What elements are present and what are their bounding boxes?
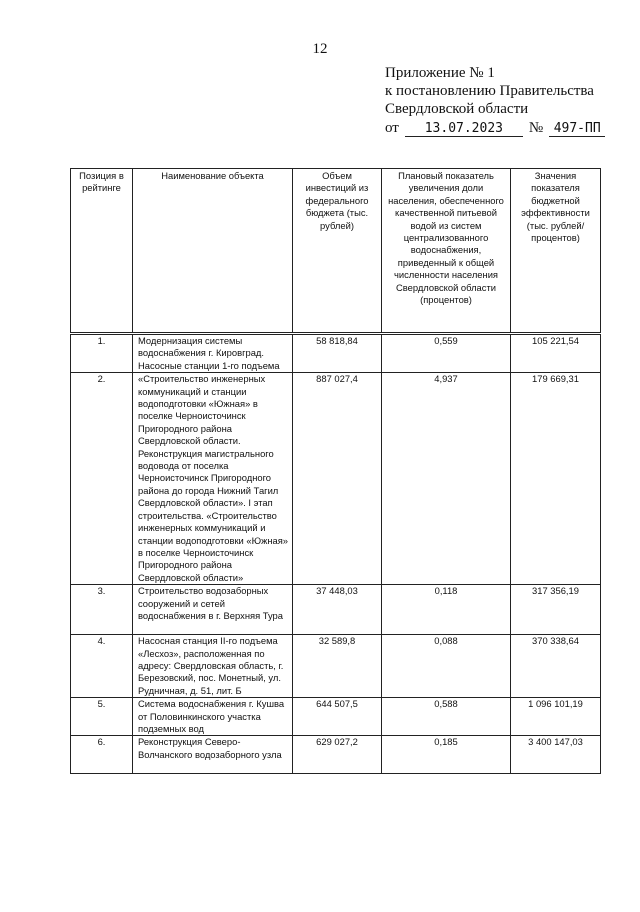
header-budget-efficiency: Значения показателя бюджетной эффективности (тыс. рублей/ процентов) (511, 169, 601, 334)
row-object-name: Система водоснабжения г. Кушва от Половинкинского участка подземных вод (133, 698, 293, 736)
page-number: 12 (312, 41, 328, 57)
row-object-name: «Строительство инженерных коммуникаций и станции водоподготовки «Южная» в поселке Черноисточинск Пригородного района Свердловской области. Реконструкция магистрального водовода от поселка Черноисточинск Пригородного района до города Нижний Тагил Свердловской области». I этап строительства. «Строительство инженерных коммуникаций и станции водоподготовки «Южная» в поселке Черноисточинск Пригородного района Свердловской области» (133, 373, 293, 585)
row-investment: 887 027,4 (293, 373, 382, 585)
row-planned-share: 0,118 (382, 585, 511, 635)
table-row (71, 698, 601, 736)
row-efficiency: 317 356,19 (511, 585, 601, 635)
row-efficiency: 3 400 147,03 (511, 736, 601, 774)
row-efficiency: 1 096 101,19 (511, 698, 601, 736)
appendix-line-2: к постановлению Правительства (385, 83, 594, 99)
number-label: № (528, 120, 544, 136)
row-object-name: Насосная станция II-го подъема «Лесхоз», расположенная по адресу: Свердловская область, г. Березовский, пос. Монетный, ул. Рудничная, д. 51, лит. Б (133, 635, 293, 698)
row-planned-share: 0,559 (382, 334, 511, 373)
table-row (71, 585, 601, 635)
row-investment: 37 448,03 (293, 585, 382, 635)
header-position: Позиция в рейтинге (71, 169, 133, 334)
appendix-header (385, 64, 625, 137)
row-position: 1. (71, 334, 133, 373)
row-position: 4. (71, 635, 133, 698)
row-investment: 629 027,2 (293, 736, 382, 774)
row-efficiency: 179 669,31 (511, 373, 601, 585)
row-investment: 58 818,84 (293, 334, 382, 373)
row-investment: 32 589,8 (293, 635, 382, 698)
row-position: 2. (71, 373, 133, 585)
row-planned-share: 4,937 (382, 373, 511, 585)
row-efficiency: 105 221,54 (511, 334, 601, 373)
row-position: 5. (71, 698, 133, 736)
row-planned-share: 0,088 (382, 635, 511, 698)
row-efficiency: 370 338,64 (511, 635, 601, 698)
row-object-name: Реконструкция Северо-Волчанского водозаборного узла (133, 736, 293, 774)
table-row (71, 736, 601, 774)
row-position: 3. (71, 585, 133, 635)
table-row (71, 635, 601, 698)
table-row (71, 334, 601, 373)
document-date: 13.07.2023 (405, 121, 523, 137)
row-object-name: Модернизация системы водоснабжения г. Кировград. Насосные станции 1-го подъема (133, 334, 293, 373)
appendix-title: Приложение № 1 (385, 65, 495, 81)
row-object-name: Строительство водозаборных сооружений и сетей водоснабжения в г. Верхняя Тура (133, 585, 293, 635)
from-label: от (385, 120, 399, 136)
header-investment: Объем инвестиций из федерального бюджета (тыс. рублей) (293, 169, 382, 334)
rating-table (70, 168, 601, 774)
row-investment: 644 507,5 (293, 698, 382, 736)
header-planned-share: Плановый показатель увеличения доли населения, обеспеченного качественной питьевой водой из систем централизованного водоснабжения, приведенный к общей численности населения Свердловской области (процентов) (382, 169, 511, 334)
table-header-row (71, 169, 601, 334)
appendix-line-3: Свердловской области (385, 101, 529, 117)
row-planned-share: 0,185 (382, 736, 511, 774)
row-planned-share: 0,588 (382, 698, 511, 736)
row-position: 6. (71, 736, 133, 774)
table-row (71, 373, 601, 585)
document-number: 497-ПП (549, 121, 605, 137)
header-object-name: Наименование объекта (133, 169, 293, 334)
document-reference (385, 119, 625, 137)
